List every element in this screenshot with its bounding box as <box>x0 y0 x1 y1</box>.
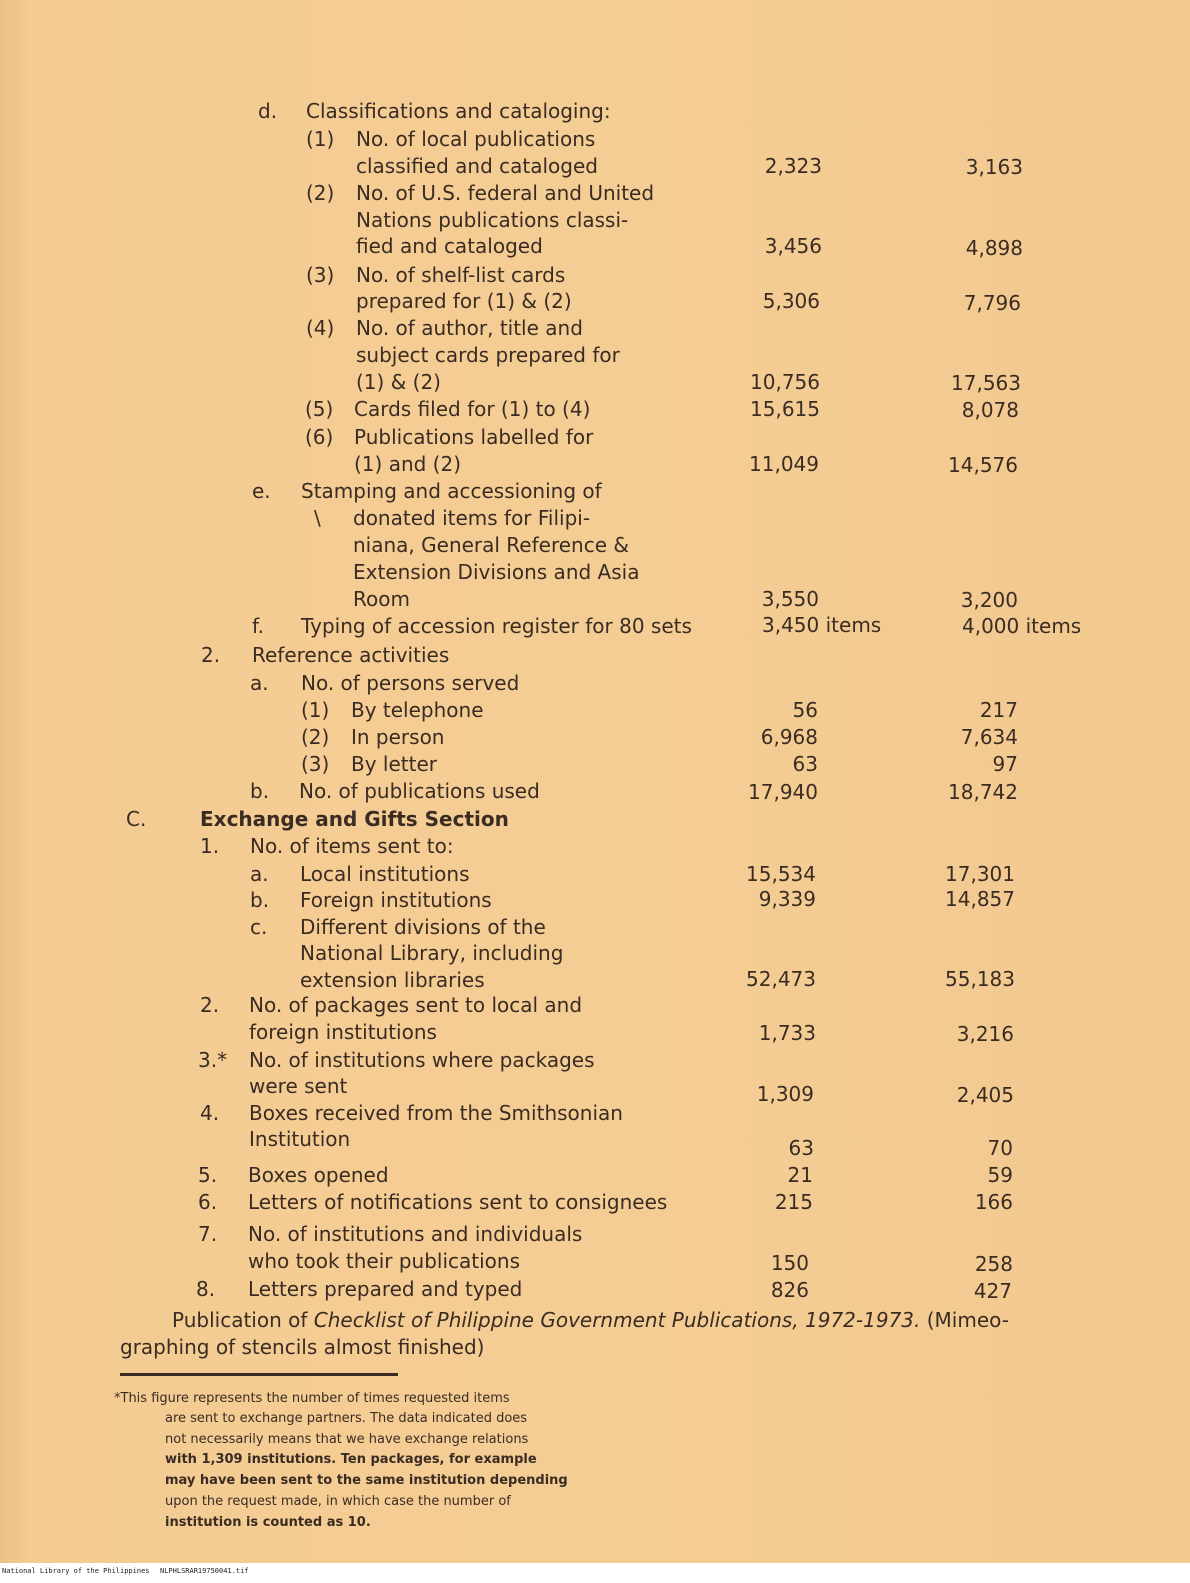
c1a-label: a. <box>250 862 269 886</box>
item-2a3-label: (3) <box>301 752 330 776</box>
c3-value-b: 2,405 <box>956 1083 1014 1107</box>
c1-text: No. of items sent to: <box>250 834 454 858</box>
item-d4-value-a: 10,756 <box>750 370 820 394</box>
item-2b-value-b: 18,742 <box>948 780 1018 804</box>
c4-value-b: 70 <box>987 1136 1013 1160</box>
item-d5-label: (5) <box>305 397 334 421</box>
c3-text-2: were sent <box>249 1074 348 1098</box>
item-f-text: Typing of accession register for 80 sets <box>301 614 692 638</box>
c7-value-a: 150 <box>770 1251 809 1275</box>
c8-text: Letters prepared and typed <box>248 1277 523 1301</box>
item-d4-text-1: No. of author, title and <box>356 316 583 340</box>
item-d3-label: (3) <box>306 263 335 287</box>
c1b-text: Foreign institutions <box>300 888 492 912</box>
footnote-line-4: with 1,309 institutions. Ten packages, for example <box>165 1452 537 1467</box>
c3-value-a: 1,309 <box>756 1082 814 1106</box>
item-d2-value-b: 4,898 <box>965 236 1023 260</box>
c8-label: 8. <box>196 1277 216 1301</box>
item-e-text-5: Room <box>353 587 410 611</box>
item-2b-text: No. of publications used <box>299 779 540 803</box>
item-2a-label: a. <box>250 671 269 695</box>
c2-text-2: foreign institutions <box>249 1020 437 1044</box>
c4-text-1: Boxes received from the Smithsonian <box>249 1101 623 1125</box>
item-2a2-text: In person <box>351 725 445 749</box>
item-d2-text-3: fied and cataloged <box>356 234 543 258</box>
item-d6-text-1: Publications labelled for <box>354 425 594 449</box>
c4-value-a: 63 <box>788 1136 814 1160</box>
footnote-line-3: not necessarily means that we have exchange relations <box>165 1432 529 1447</box>
publication-prefix: Publication of <box>172 1308 314 1332</box>
item-d2-text-2: Nations publications classi- <box>356 208 629 232</box>
scan-source-label: National Library of the Philippines <box>2 1567 150 1575</box>
item-d3-value-b: 7,796 <box>963 291 1021 315</box>
item-d4-text-2: subject cards prepared for <box>356 343 620 367</box>
item-f-value-a: 3,450 items <box>762 613 882 637</box>
scan-file-label: NLPHLSRAR19750041.tif <box>160 1567 249 1575</box>
item-d-label: d. <box>258 99 278 123</box>
c2-text-1: No. of packages sent to local and <box>249 993 583 1017</box>
footnote-line-6: upon the request made, in which case the number of <box>165 1494 511 1509</box>
publication-note-line-2: graphing of stencils almost finished) <box>120 1335 485 1359</box>
item-d6-text-2: (1) and (2) <box>354 452 462 476</box>
item-2a1-value-b: 217 <box>979 698 1018 722</box>
publication-title: Checklist of Philippine Government Publications, 1972-1973. <box>313 1308 921 1332</box>
item-2b-label: b. <box>250 779 270 803</box>
c8-value-b: 427 <box>973 1279 1012 1303</box>
item-d5-value-a: 15,615 <box>750 397 820 421</box>
item-d3-text-2: prepared for (1) & (2) <box>356 289 572 313</box>
item-d4-label: (4) <box>306 316 335 340</box>
c1c-value-a: 52,473 <box>746 967 816 991</box>
item-e-text-4: Extension Divisions and Asia <box>353 560 640 584</box>
item-d1-text-2: classified and cataloged <box>356 154 598 178</box>
c1c-value-b: 55,183 <box>945 967 1015 991</box>
item-e-text-2: donated items for Filipi- <box>353 506 591 530</box>
item-d1-label: (1) <box>306 127 335 151</box>
c1c-label: c. <box>250 915 268 939</box>
c5-text: Boxes opened <box>248 1163 389 1187</box>
item-f-value-b: 4,000 items <box>962 614 1082 638</box>
footnote-line-2: are sent to exchange partners. The data indicated does <box>165 1411 528 1426</box>
c1a-value-a: 15,534 <box>746 862 816 886</box>
c5-value-a: 21 <box>787 1163 813 1187</box>
item-2a3-value-a: 63 <box>792 752 818 776</box>
item-d1-value-a: 2,323 <box>764 154 822 178</box>
item-e-value-b: 3,200 <box>960 588 1018 612</box>
item-2-text: Reference activities <box>252 643 450 667</box>
item-d4-text-3: (1) & (2) <box>356 370 441 394</box>
item-2a3-text: By letter <box>351 752 437 776</box>
c2-label: 2. <box>200 993 220 1017</box>
publication-suffix: (Mimeo- <box>920 1308 1009 1332</box>
footnote-line-5: may have been sent to the same institution depending <box>165 1473 568 1488</box>
item-f-label: f. <box>252 614 264 638</box>
c6-label: 6. <box>198 1190 218 1214</box>
c1b-value-a: 9,339 <box>758 887 816 911</box>
c3-text-1: No. of institutions where packages <box>249 1048 595 1072</box>
item-d2-text-1: No. of U.S. federal and United <box>356 181 655 205</box>
item-d-text: Classifications and cataloging: <box>306 99 611 123</box>
c5-value-b: 59 <box>987 1163 1013 1187</box>
c6-text: Letters of notifications sent to consignees <box>248 1190 668 1214</box>
c7-label: 7. <box>198 1222 218 1246</box>
c6-value-a: 215 <box>774 1190 813 1214</box>
item-2a1-text: By telephone <box>351 698 484 722</box>
c1c-text-3: extension libraries <box>300 968 485 992</box>
c8-value-a: 826 <box>770 1278 809 1302</box>
scan-footer-strip <box>0 1563 1190 1583</box>
item-d6-label: (6) <box>305 425 334 449</box>
c2-value-a: 1,733 <box>758 1021 816 1045</box>
item-2a2-value-b: 7,634 <box>960 725 1018 749</box>
footnote-line-7: institution is counted as 10. <box>165 1515 371 1530</box>
c1a-text: Local institutions <box>300 862 470 886</box>
c5-label: 5. <box>198 1163 218 1187</box>
item-2a1-value-a: 56 <box>792 698 818 722</box>
item-e-value-a: 3,550 <box>761 587 819 611</box>
item-2a2-label: (2) <box>301 725 330 749</box>
item-e-text-3: niana, General Reference & <box>353 533 629 557</box>
item-d2-value-a: 3,456 <box>764 234 822 258</box>
item-e-mark: \ <box>314 506 321 530</box>
item-d1-text-1: No. of local publications <box>356 127 596 151</box>
c4-text-2: Institution <box>249 1127 351 1151</box>
footnote-line-1: *This figure represents the number of times requested items <box>114 1391 510 1406</box>
c7-text-2: who took their publications <box>248 1249 521 1273</box>
footnote-divider <box>120 1373 398 1376</box>
publication-note-line-1 <box>172 1307 1009 1333</box>
item-2-label: 2. <box>201 643 221 667</box>
item-2b-value-a: 17,940 <box>748 780 818 804</box>
item-d6-value-a: 11,049 <box>749 452 819 476</box>
c1c-text-1: Different divisions of the <box>300 915 546 939</box>
section-c-label: C. <box>126 807 147 831</box>
c1a-value-b: 17,301 <box>945 862 1015 886</box>
c2-value-b: 3,216 <box>956 1022 1014 1046</box>
item-2a1-label: (1) <box>301 698 330 722</box>
item-2a3-value-b: 97 <box>992 752 1018 776</box>
c3-label: 3.* <box>198 1048 228 1072</box>
item-2a2-value-a: 6,968 <box>760 725 818 749</box>
c1b-label: b. <box>250 888 270 912</box>
section-c-heading: Exchange and Gifts Section <box>200 807 509 831</box>
c7-text-1: No. of institutions and individuals <box>248 1222 583 1246</box>
c6-value-b: 166 <box>974 1190 1013 1214</box>
item-e-text-1: Stamping and accessioning of <box>301 479 602 503</box>
item-2a-text: No. of persons served <box>301 671 520 695</box>
c1b-value-b: 14,857 <box>945 887 1015 911</box>
c4-label: 4. <box>200 1101 220 1125</box>
c7-value-b: 258 <box>974 1252 1013 1276</box>
item-d4-value-b: 17,563 <box>951 371 1021 395</box>
item-d6-value-b: 14,576 <box>948 453 1018 477</box>
item-d3-text-1: No. of shelf-list cards <box>356 263 566 287</box>
item-d3-value-a: 5,306 <box>762 289 820 313</box>
c1-label: 1. <box>200 834 220 858</box>
item-d5-value-b: 8,078 <box>961 398 1019 422</box>
c1c-text-2: National Library, including <box>300 941 564 965</box>
item-d1-value-b: 3,163 <box>965 155 1023 179</box>
item-e-label: e. <box>252 479 271 503</box>
item-d2-label: (2) <box>306 181 335 205</box>
item-d5-text: Cards filed for (1) to (4) <box>354 397 591 421</box>
